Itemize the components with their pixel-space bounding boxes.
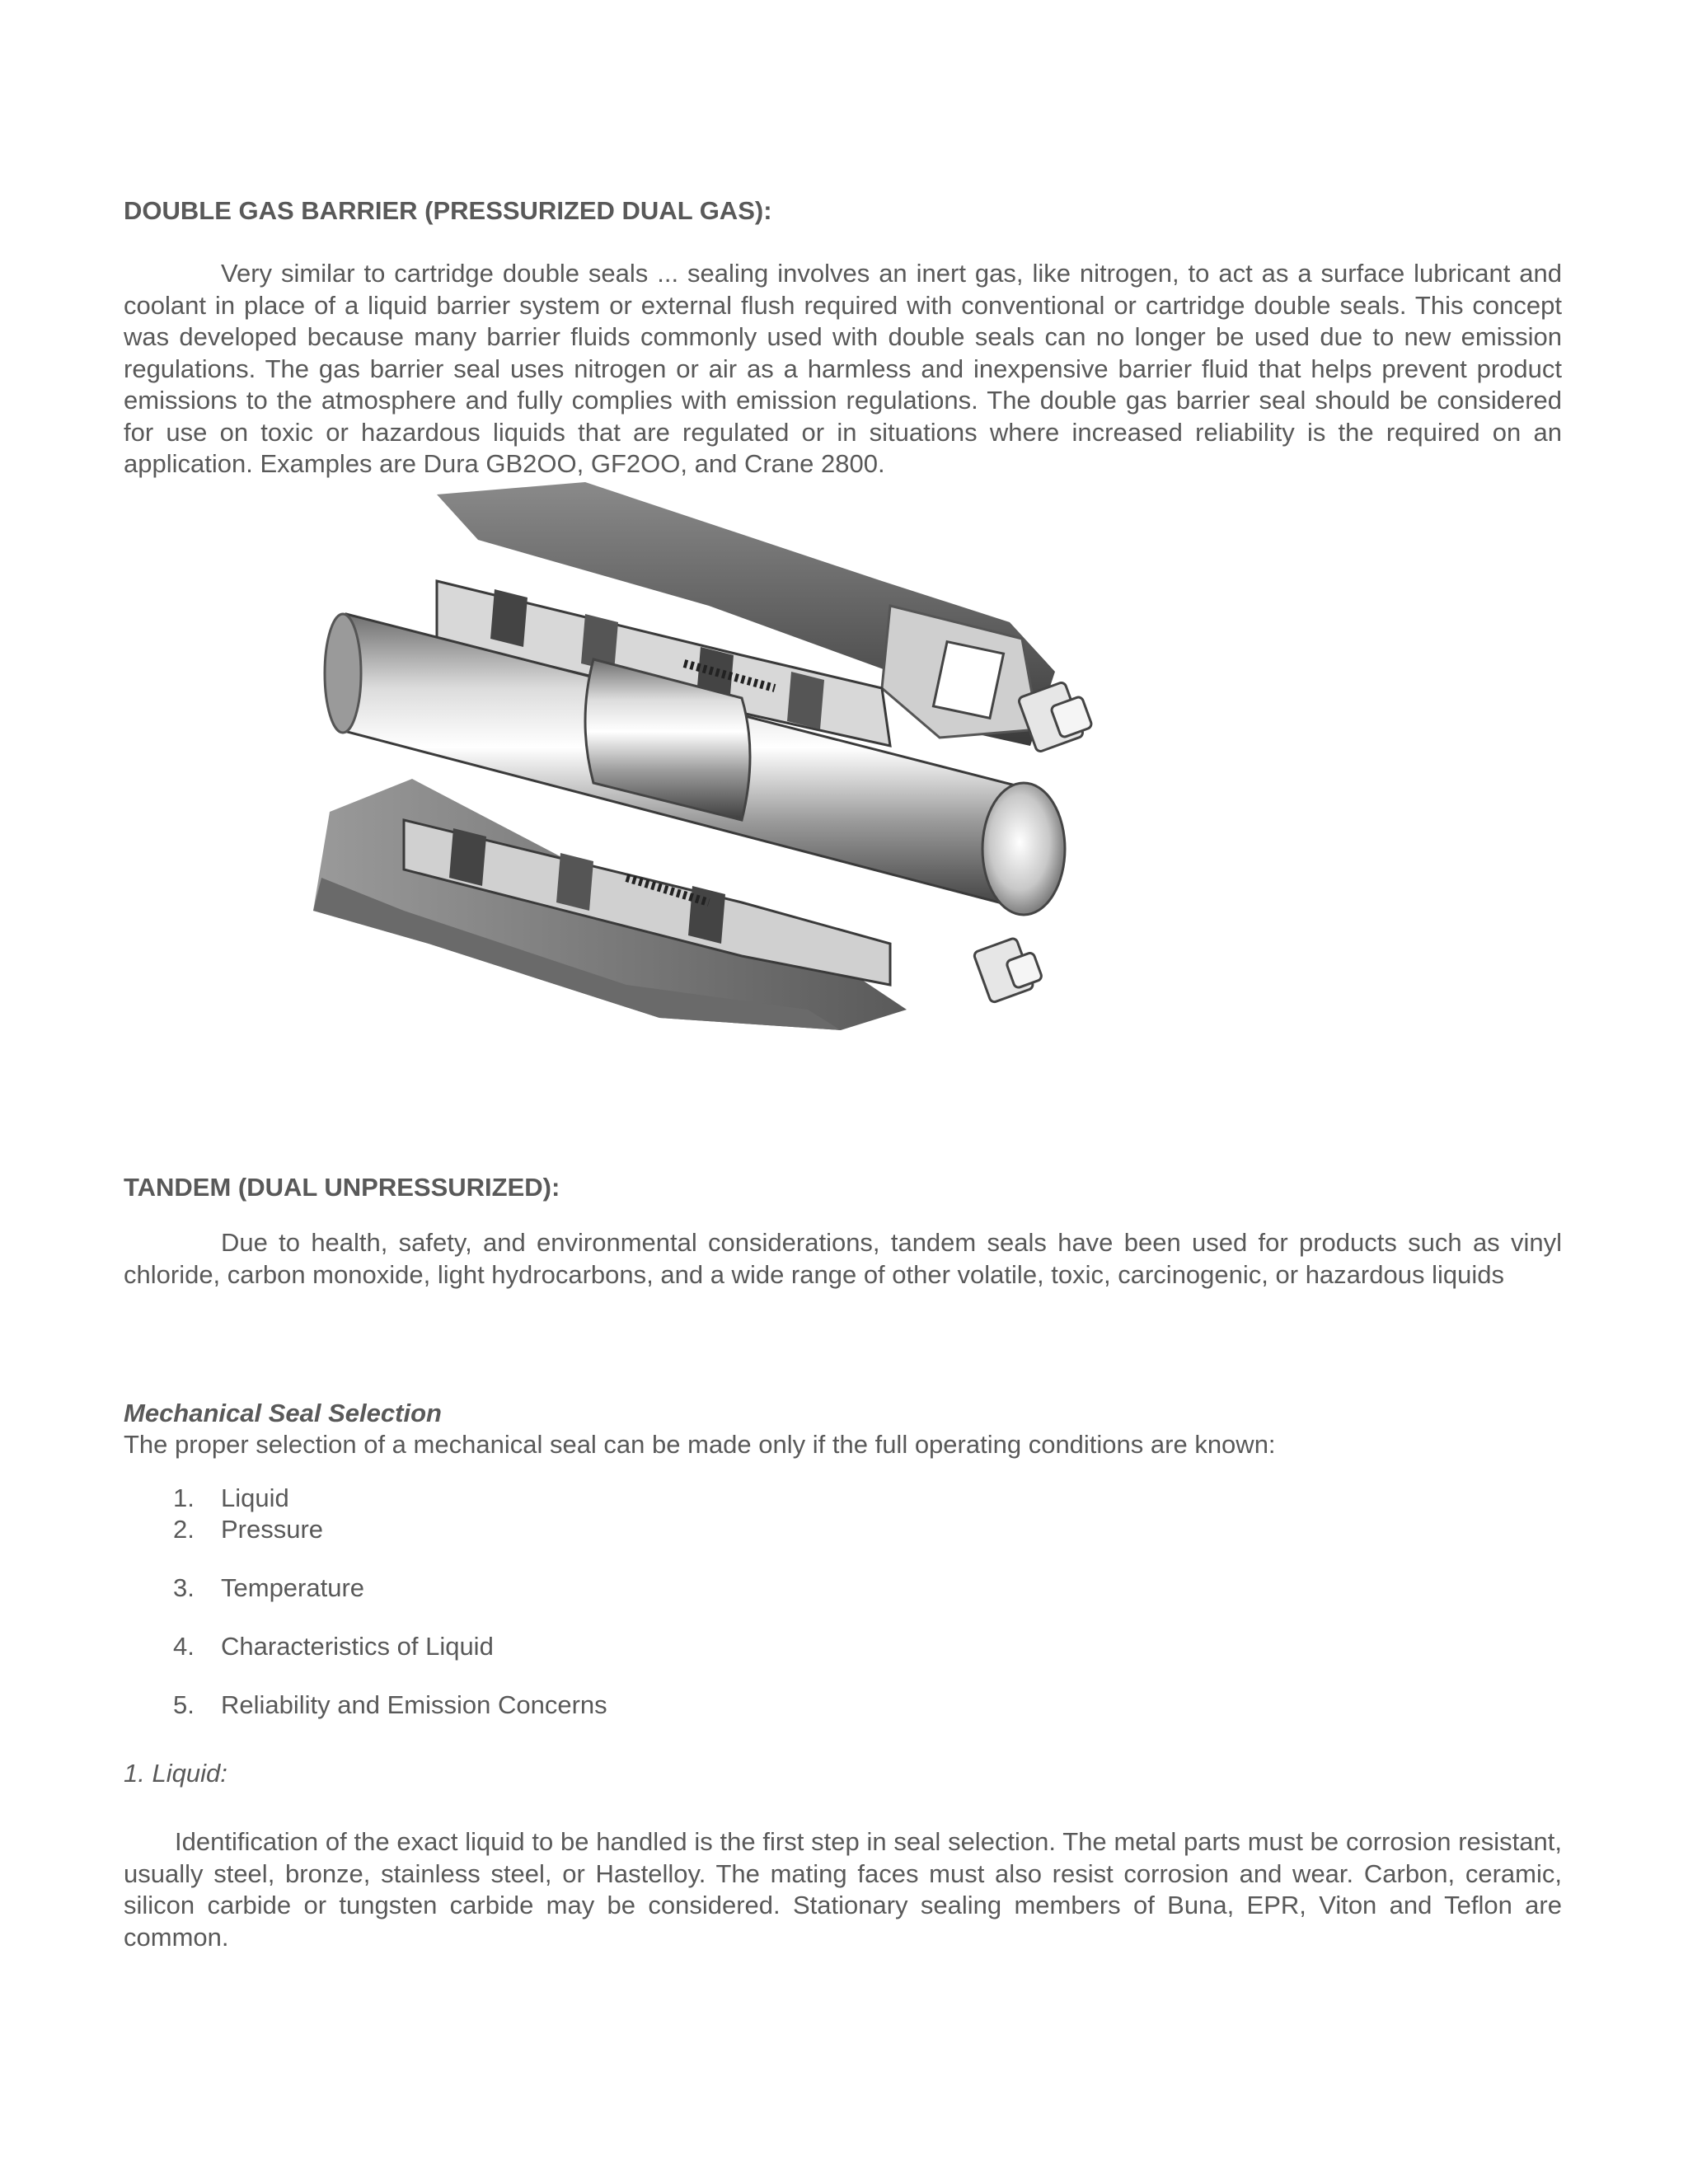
paragraph-double-gas-barrier: Very similar to cartridge double seals ... sealing involves an inert gas, like nitrogen, to act as a surface lubricant and coolant in place of a liquid barrier system or external flush required with conventional or cartridge double seals. This concept was developed because many barrier fluids commonly used with double seals can no longer be used due to new emission regulations. The gas barrier seal uses nitrogen or air as a harmless and inexpensive barrier fluid that helps prevent product emissions to the atmosphere and fully complies with emission regulations. The double gas barrier seal should be considered for use on toxic or hazardous liquids that are regulated or in situations where increased reliability is the required on an application. Examples are Dura GB2OO, GF2OO, and Crane 2800. bbox=[124, 259, 1562, 478]
paragraph-tandem: Due to health, safety, and environmental considerations, tandem seals have been used for products such as vinyl chloride, carbon monoxide, light hydrocarbons, and a wide range of other volatile, toxic, carcinogenic, or hazardous liquids bbox=[124, 1228, 1562, 1289]
list-item-label: Temperature bbox=[221, 1573, 365, 1602]
bolt-lower bbox=[973, 937, 1043, 1003]
paragraph-liquid: Identification of the exact liquid to be handled is the first step in seal selection. The metal parts must be corrosion resistant, usually steel, bronze, stainless steel, or Hastelloy. The mating faces must also resist corrosion and wear. Carbon, ceramic, silicon carbide or tungsten carbide may be considered. Stationary sealing members of Buna, EPR, Viton and Teflon are common. bbox=[124, 1827, 1562, 1952]
section-heading-mechanical-seal-selection: Mechanical Seal Selection bbox=[124, 1399, 442, 1427]
list-item-number: 4. bbox=[173, 1632, 195, 1661]
selection-intro: The proper selection of a mechanical seal can be made only if the full operating conditions are known: bbox=[124, 1430, 1276, 1459]
shaft-end bbox=[982, 783, 1065, 915]
list-item-number: 2. bbox=[173, 1515, 195, 1544]
list-item-label: Liquid bbox=[221, 1483, 289, 1512]
list-item-label: Reliability and Emission Concerns bbox=[221, 1690, 607, 1719]
section-heading-double-gas-barrier: DOUBLE GAS BARRIER (PRESSURIZED DUAL GAS): bbox=[124, 196, 772, 225]
list-item-label: Characteristics of Liquid bbox=[221, 1632, 494, 1661]
list-item bbox=[173, 1515, 323, 1544]
list-item bbox=[173, 1690, 607, 1720]
list-item bbox=[173, 1632, 494, 1661]
list-item bbox=[173, 1483, 289, 1513]
list-item bbox=[173, 1573, 364, 1603]
list-item-number: 5. bbox=[173, 1690, 195, 1719]
list-item-number: 1. bbox=[173, 1483, 195, 1512]
list-item-number: 3. bbox=[173, 1573, 195, 1602]
shaft-left-end bbox=[325, 614, 361, 733]
list-item-label: Pressure bbox=[221, 1515, 324, 1544]
section-heading-tandem: TANDEM (DUAL UNPRESSURIZED): bbox=[124, 1173, 560, 1202]
document-page bbox=[124, 0, 1562, 2184]
gland-slot bbox=[933, 642, 1003, 719]
subsection-heading-liquid: 1. Liquid: bbox=[124, 1759, 227, 1788]
seal-cutaway-illustration bbox=[313, 482, 1253, 1030]
